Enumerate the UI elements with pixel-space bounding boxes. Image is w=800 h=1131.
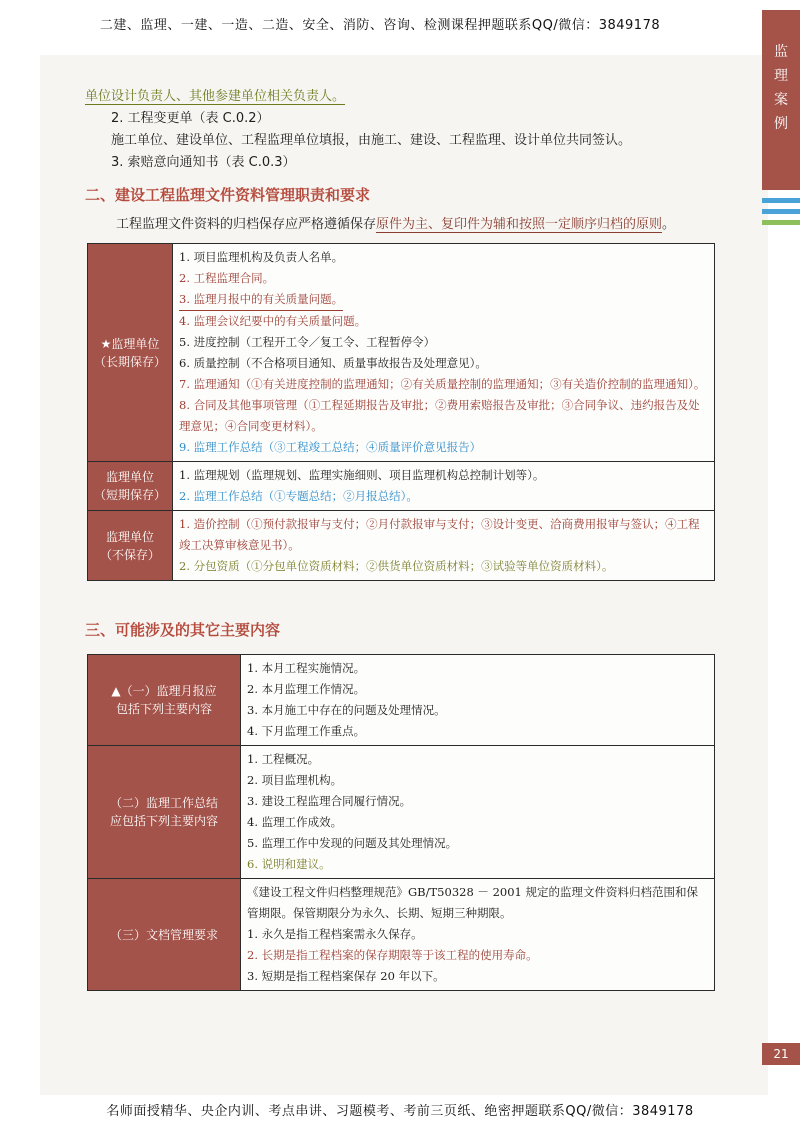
list-item: 2. 项目监理机构。 [247,773,343,787]
list-item: 3. 本月施工中存在的问题及处理情况。 [247,703,446,717]
list-item: 《建设工程文件归档整理规范》GB/T50328 － 2001 规定的监理文件资料归档范围和保管期限。保管期限分为永久、长期、短期三种期限。 [247,885,698,920]
list-item: 1. 永久是指工程档案需永久保存。 [247,927,423,941]
row-content-archive-requirements [241,879,715,991]
list-item: 2. 工程监理合同。 [179,271,275,285]
table-row [88,511,715,581]
bottom-banner: 名师面授精华、央企内训、考点串讲、习题模考、考前三页纸、绝密押题联系QQ/微信：3849178 [106,1104,694,1119]
list-item: 2. 分包资质（①分包单位资质材料；②供货单位资质材料；③试验等单位资质材料）。 [179,559,614,573]
row-label-not-kept: 监理单位 （不保存） [88,511,173,581]
list-item: 1. 监理规划（监理规划、监理实施细则、项目监理机构总控制计划等）。 [179,468,545,482]
row-label-monthly-report: ▲（一）监理月报应 包括下列主要内容 [88,655,241,746]
list-item: 4. 下月监理工作重点。 [247,724,366,738]
page-number: 21 [762,1043,800,1065]
line-3: 施工单位、建设单位、工程监理单位填报，由施工、建设、工程监理、设计单位共同签认。 [111,133,632,148]
list-item: 6. 说明和建议。 [247,857,331,871]
list-item: 4. 监理工作成效。 [247,815,343,829]
section-3-heading: 三、可能涉及的其它主要内容 [85,621,281,639]
line-1: 单位设计负责人、其他参建单位相关负责人。 [85,89,346,104]
row-content-short-term [173,462,715,511]
list-item: 5. 进度控制（工程开工令／复工令、工程暂停令） [179,335,436,349]
row-label-long-term: ★监理单位 （长期保存） [88,244,173,462]
chapter-side-tab-label: 监 理 案 例 [774,44,788,132]
chapter-side-tab [762,10,800,190]
list-item: 1. 工程概况。 [247,752,320,766]
top-banner: 二建、监理、一建、一造、二造、安全、消防、咨询、检测课程押题联系QQ/微信：3849178 [99,18,661,33]
list-item: 9. 监理工作总结（③工程竣工总结；④质量评价意见报告） [179,440,482,454]
table-row [88,655,715,746]
list-item: 8. 合同及其他事项管理（①工程延期报告及审批；②费用索赔报告及审批；③合同争议、违约报告及处理意见；④合同变更材料）。 [179,398,700,433]
row-content-not-kept [173,511,715,581]
list-item: 2. 长期是指工程档案的保存期限等于该工程的使用寿命。 [247,948,538,962]
list-item: 2. 本月监理工作情况。 [247,682,366,696]
list-item: 4. 监理会议纪要中的有关质量问题。 [179,314,367,328]
side-color-bars [762,198,800,231]
section-2-heading: 二、建设工程监理文件资料管理职责和要求 [85,186,371,204]
list-item: 2. 监理工作总结（①专题总结；②月报总结）。 [179,489,418,503]
line-2: 2. 工程变更单（表 C.0.2） [111,111,270,126]
table-row [88,462,715,511]
section-3-table [87,654,715,991]
row-label-work-summary: （二）监理工作总结 应包括下列主要内容 [88,746,241,879]
row-content-long-term [173,244,715,462]
list-item: 3. 监理月报中的有关质量问题。 [179,289,343,311]
list-item: 3. 建设工程监理合同履行情况。 [247,794,412,808]
list-item: 3. 短期是指工程档案保存 20 年以下。 [247,969,445,983]
list-item: 1. 本月工程实施情况。 [247,661,366,675]
row-label-archive-requirements: （三）文档管理要求 [88,879,241,991]
list-item: 1. 项目监理机构及负责人名单。 [179,250,344,264]
intro-part-c: 。 [662,217,676,232]
list-item: 5. 监理工作中发现的问题及其处理情况。 [247,836,458,850]
row-content-work-summary [241,746,715,879]
intro-part-b: 原件为主、复印件为辅和按照一定顺序归档的原则 [376,217,663,232]
table-row [88,746,715,879]
list-item: 7. 监理通知（①有关进度控制的监理通知；②有关质量控制的监理通知；③有关造价控制的监理通知）。 [179,377,706,391]
row-label-short-term: 监理单位 （短期保存） [88,462,173,511]
line-4: 3. 索赔意向通知书（表 C.0.3） [111,155,296,170]
intro-part-a: 工程监理文件资料的归档保存应严格遵循保存 [116,217,377,232]
section-2-table [87,243,715,581]
row-content-monthly-report [241,655,715,746]
list-item: 1. 造价控制（①预付款报审与支付；②月付款报审与支付；③设计变更、洽商费用报审与签认；④工程竣工决算审核意见书）。 [179,517,700,552]
section-2-intro [116,213,675,232]
table-row [88,244,715,462]
list-item: 6. 质量控制（不合格项目通知、质量事故报告及处理意见）。 [179,356,487,370]
intro-lines [85,86,725,174]
table-row [88,879,715,991]
